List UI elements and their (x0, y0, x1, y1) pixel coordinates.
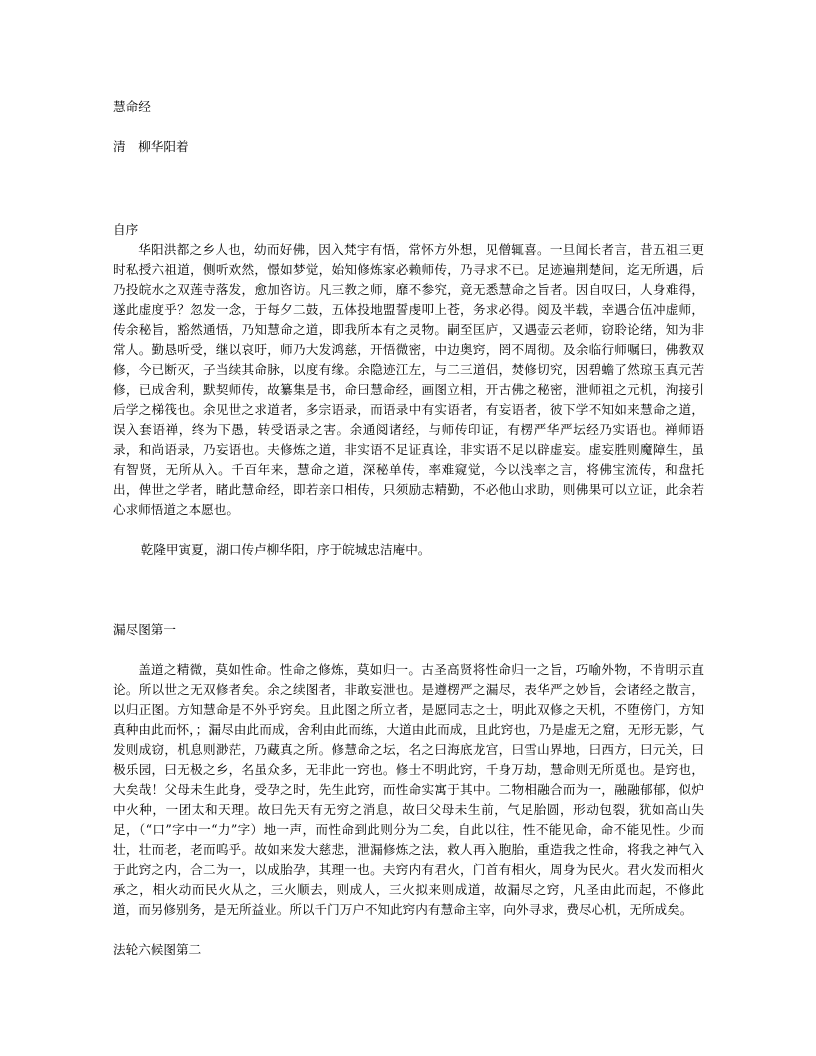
spacer (113, 117, 704, 137)
spacer (113, 920, 704, 940)
loujintu-paragraph-1: 盖道之精微，莫如性命。性命之修炼，莫如归一。古圣高贤将性命归一之旨，巧喻外物，不肯明示直论。所以世之无双修者矣。余之续图者，非敢妄泄也。是遵楞严之漏尽，表华严之妙旨，会诸经之散言，以归正图。方知慧命是不外乎窍矣。且此图之所立者，是愿同志之士，明此双修之天机，不堕傍门，方知真种由此而怀，；漏尽由此而成，舍利由此而练，大道由此而成，且此窍也，乃是虚无之窟，无形无影，气发则成窃，机息则渺茫，乃藏真之所。修慧命之坛，名之曰海底龙宫，曰雪山界地，曰西方，曰元关，曰极乐园，曰无极之乡，名虽众多，无非此一窍也。修士不明此窍，千身万劫，慧命则无所觅也。是窍也，大矣哉！父母未生此身，受孕之时，先生此窍，而性命实寓于其中。二物相融合而为一，融融郁郁，似炉中火种，一团太和天理。故曰先天有无穷之消息，故曰父母未生前，气足胎圆，形动包裂，犹如高山失足，（“口”字中一“力”字）地一声，而性命到此则分为二矣，自此以往，性不能见命，命不能见性。少而壮，壮而老，老而呜乎。故如来发大慈悲，泄漏修炼之法，救人再入胞胎，重造我之性命，将我之神气入于此窍之内，合二为一，以成胎孕，其理一也。夫窍内有君火，门首有相火，周身为民火。君火发而相火承之，相火动而民火从之，三火顺去，则成人，三火拟来则成道，故漏尽之窍，凡圣由此而起，不修此道，而另修别务，是无所益业。所以千门万户不知此窍内有慧命主宰，向外寻求，费尽心机，无所成矣。 (113, 662, 704, 917)
section-heading-preface: 自序 (113, 222, 139, 237)
page-content (113, 97, 704, 960)
preface-colophon: 乾隆甲寅夏，湖口传卢柳华阳，序于皖城忠洁庵中。 (140, 542, 431, 557)
spacer (113, 640, 704, 660)
section-heading-loujintu: 漏尽图第一 (113, 622, 176, 637)
spacer (113, 157, 704, 220)
spacer (113, 520, 704, 540)
section-heading-falunliuhoutu: 法轮六候图第二 (113, 942, 202, 957)
document-title: 慧命经 (113, 99, 151, 114)
preface-paragraph-1: 华阳洪都之乡人也，幼而好佛，因入梵宇有悟，常怀方外想，见僧辄喜。一旦闻长者言，昔五祖三更时私授六祖道，侧听欢然，憬如梦觉，始知修炼家必赖师传，乃寻求不已。足迹遍荆楚间，迄无所遇，后乃投皖水之双莲寺落发，愈加咨访。凡三教之师，靡不参究，竟无悉慧命之旨者。因自叹曰，人身难得，遂此虚度乎？忽发一念，于每夕二鼓，五体投地盟誓虔叩上苍，务求必得。阅及半载，幸遇合伍冲虚师，传余秘旨，豁然通悟，乃知慧命之道，即我所本有之灵物。嗣至匡庐，又遇壶云老师，窃聆论绪，知为非常人。勤恳听受，继以哀吁，师乃大发鸿慈，开悟微密，中边奥窍，罔不周彻。及余临行师嘱曰，佛教双修，今已断灭，子当续其命脉，以度有缘。余隐迹江左，与二三道侣，焚修切究，因碧蟾了然琼玉真元苦修，已成舍利，默契师传，故纂集是书，命曰慧命经，画图立相，开古佛之秘密，泄师祖之元机，洵接引后学之梯筏也。余见世之求道者，多宗语录，而语录中有实语者，有妄语者，彼下学不知如来慧命之道，误入套语禅，终为下愚，转受语录之害。余通阅诸经，与师传印证，有楞严华严坛经乃实语也。禅师语录，和尚语录，乃妄语也。夫修炼之道，非实语不足证真诠，非实语不足以辟虚妄。虚妄胜则魔障生，虽有智贤，无所从入。千百年来，慧命之道，深秘单传，率难窥觉，今以浅率之言，将佛宝流传，和盘托出，俾世之学者，睹此慧命经，即若亲口相传，只须励志精勤，不必他山求助，则佛果可以立证，此余若心求师悟道之本愿也。 (113, 242, 704, 517)
spacer (113, 560, 704, 620)
document-byline: 清 柳华阳着 (113, 139, 189, 154)
